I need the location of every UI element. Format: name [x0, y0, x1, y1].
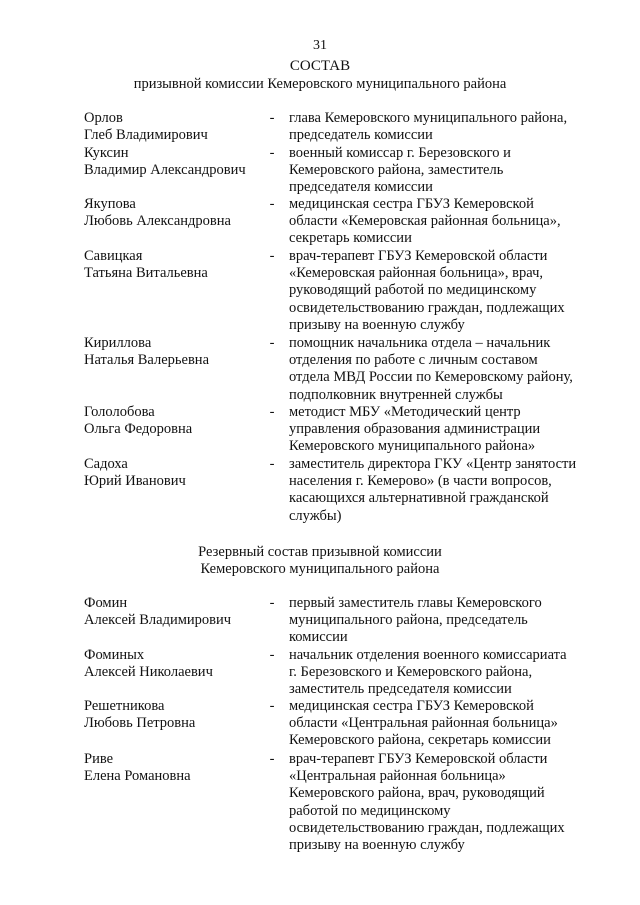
role-line: области «Кемеровская районная больница»,: [289, 213, 561, 230]
role-line: Кемеровского района, секретарь комиссии: [289, 732, 551, 749]
role-line: помощник начальника отдела – начальник: [289, 335, 551, 351]
role-line: медицинская сестра ГБУЗ Кемеровской: [289, 698, 534, 714]
member-given-names: Елена Романовна: [84, 768, 191, 785]
member-given-names: Любовь Александровна: [84, 213, 231, 230]
role-line: населения г. Кемерово» (в части вопросов,: [289, 473, 552, 490]
role-line: призыву на военную службу: [289, 316, 465, 333]
page-number: 31: [313, 38, 327, 53]
dash-separator: -: [269, 145, 275, 161]
role-line: освидетельствованию граждан, подлежащих: [289, 819, 565, 836]
role-line: медицинская сестра ГБУЗ Кемеровской: [289, 196, 534, 212]
member-surname: Орлов: [84, 110, 123, 126]
role-line: председателя комиссии: [289, 179, 433, 196]
member-surname: Решетникова: [84, 698, 165, 714]
role-line: заместитель директора ГКУ «Центр занятости: [289, 456, 577, 472]
role-line: Кемеровского муниципального района»: [289, 438, 536, 455]
role-line: глава Кемеровского муниципального района,: [289, 110, 568, 126]
role-line: первый заместитель главы Кемеровского: [289, 595, 542, 611]
role-line: работой по медицинскому: [289, 802, 451, 819]
role-line: «Центральная районная больница»: [289, 768, 506, 785]
member-surname: Куксин: [84, 145, 129, 161]
member-given-names: Юрий Иванович: [84, 473, 186, 490]
role-line: военный комиссар г. Березовского и: [289, 145, 511, 161]
member-given-names: Татьяна Витальевна: [84, 265, 208, 282]
role-line: методист МБУ «Методический центр: [289, 404, 521, 420]
dash-separator: -: [269, 456, 275, 472]
role-line: отдела МВД России по Кемеровскому району,: [289, 369, 573, 386]
role-line: службы): [289, 507, 342, 524]
role-line: секретарь комиссии: [289, 230, 412, 247]
role-line: Кемеровского района, заместитель: [289, 162, 504, 179]
member-surname: Садоха: [84, 456, 128, 472]
role-line: призыву на военную службу: [289, 837, 465, 854]
role-line: области «Центральная районная больница»: [289, 715, 558, 732]
reserve-subtitle: Кемеровского муниципального района: [200, 561, 440, 577]
member-surname: Фомин: [84, 595, 128, 611]
role-line: отделения по работе с личным составом: [289, 352, 538, 369]
role-line: подполковник внутренней службы: [289, 386, 503, 403]
member-given-names: Наталья Валерьевна: [84, 352, 209, 369]
role-line: заместитель председателя комиссии: [289, 681, 512, 698]
role-line: председатель комиссии: [289, 127, 433, 144]
role-line: г. Березовского и Кемеровского района,: [289, 664, 533, 681]
member-surname: Гололобова: [84, 404, 155, 420]
dash-separator: -: [269, 110, 275, 126]
document-subtitle: призывной комиссии Кемеровского муниципального района: [133, 76, 507, 92]
dash-separator: -: [269, 335, 275, 351]
role-line: врач-терапевт ГБУЗ Кемеровской области: [289, 248, 548, 264]
dash-separator: -: [269, 698, 275, 714]
reserve-title: Резервный состав призывной комиссии: [198, 544, 442, 560]
role-line: муниципального района, председатель: [289, 612, 528, 629]
member-given-names: Любовь Петровна: [84, 715, 196, 732]
dash-separator: -: [269, 248, 275, 264]
dash-separator: -: [269, 595, 275, 611]
role-line: врач-терапевт ГБУЗ Кемеровской области: [289, 751, 548, 767]
dash-separator: -: [269, 647, 275, 663]
member-given-names: Алексей Николаевич: [84, 664, 213, 681]
role-line: управления образования администрации: [289, 421, 541, 438]
member-surname: Якупова: [84, 196, 136, 212]
dash-separator: -: [269, 196, 275, 212]
dash-separator: -: [269, 404, 275, 420]
role-line: касающихся альтернативной гражданской: [289, 490, 549, 507]
member-surname: Кириллова: [84, 335, 152, 351]
role-line: руководящий работой по медицинскому: [289, 282, 537, 299]
member-surname: Фоминых: [84, 647, 145, 663]
member-given-names: Владимир Александрович: [84, 162, 246, 179]
member-surname: Савицкая: [84, 248, 143, 264]
role-line: «Кемеровская районная больница», врач,: [289, 265, 543, 282]
role-line: комиссии: [289, 629, 348, 646]
role-line: начальник отделения военного комиссариата: [289, 647, 567, 663]
member-given-names: Глеб Владимирович: [84, 127, 208, 144]
role-line: Кемеровского района, врач, руководящий: [289, 785, 545, 802]
member-given-names: Алексей Владимирович: [84, 612, 232, 629]
member-given-names: Ольга Федоровна: [84, 421, 193, 438]
document-title: СОСТАВ: [289, 58, 351, 74]
role-line: освидетельствованию граждан, подлежащих: [289, 299, 565, 316]
dash-separator: -: [269, 751, 275, 767]
member-surname: Риве: [84, 751, 114, 767]
